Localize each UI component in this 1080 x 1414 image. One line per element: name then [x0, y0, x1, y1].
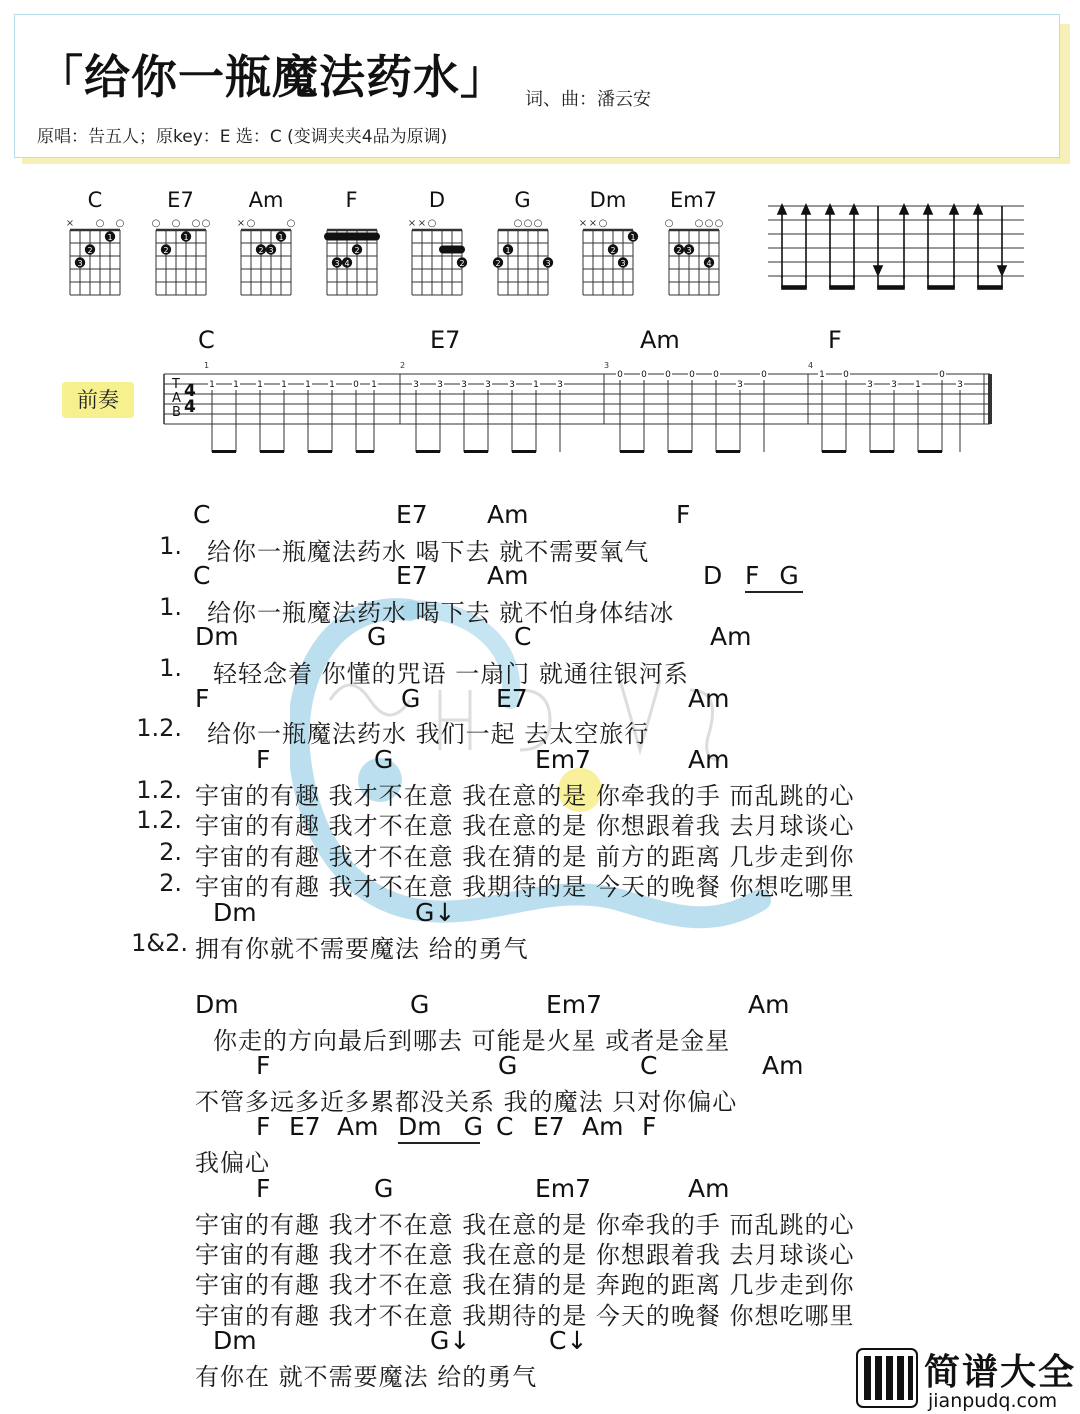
verse-number: 1.2.: [136, 806, 182, 834]
chord-label: E7: [289, 1112, 321, 1141]
chord-diagram: [60, 188, 130, 298]
chord-label: G: [779, 561, 799, 590]
intro-tab-staff: [160, 360, 996, 460]
chord-fretboard: [488, 214, 558, 296]
svg-text:○: ○: [191, 218, 200, 229]
svg-text:2: 2: [87, 246, 93, 255]
chord-label: G: [401, 684, 421, 713]
svg-text:1: 1: [915, 380, 921, 390]
svg-text:○: ○: [704, 218, 713, 229]
tab-letter-b: B: [172, 405, 181, 420]
svg-text:3: 3: [737, 380, 743, 390]
chord-diagram-row: [60, 188, 760, 298]
chord-label: E7: [396, 561, 428, 590]
svg-text:○: ○: [664, 218, 673, 229]
lyric-line: 我偏心: [195, 1149, 270, 1177]
chord-label: Am: [688, 1174, 730, 1203]
verse-number: 2.: [159, 838, 182, 866]
chord-diagram: [402, 188, 472, 298]
lyric-line: 宇宙的有趣 我才不在意 我在意的是 你牵我的手 而乱跳的心: [195, 782, 855, 810]
measure-number: 1: [204, 361, 210, 370]
lyric-line: 宇宙的有趣 我才不在意 我在猜的是 奔跑的距离 几步走到你: [195, 1271, 855, 1299]
chord-diagram-name: C: [87, 188, 103, 212]
svg-text:1: 1: [305, 380, 311, 390]
svg-text:×: ×: [236, 218, 246, 229]
chord-label: Am: [582, 1112, 624, 1141]
svg-text:○: ○: [694, 218, 703, 229]
svg-text:×: ×: [65, 218, 75, 229]
chord-label: E7: [533, 1112, 565, 1141]
chord-diagram: [146, 188, 216, 298]
lyric-line: 宇宙的有趣 我才不在意 我在猜的是 前方的距离 几步走到你: [195, 843, 855, 871]
svg-text:3: 3: [77, 259, 83, 268]
chord-label: C: [514, 622, 532, 651]
svg-text:3: 3: [461, 380, 467, 390]
chord-label: F: [642, 1112, 657, 1141]
chord-fretboard: [659, 214, 729, 296]
chord-label: C↓: [549, 1326, 588, 1355]
chord-label: E7: [496, 684, 528, 713]
chord-label: C: [193, 500, 211, 529]
chord-diagram: [488, 188, 558, 298]
chord-label: Am: [688, 745, 730, 774]
svg-text:○: ○: [714, 218, 723, 229]
svg-text:1: 1: [533, 380, 539, 390]
verse-number: 1&2.: [131, 929, 188, 957]
svg-text:1: 1: [257, 380, 263, 390]
logo-text: 简谱大全: [924, 1352, 1077, 1393]
svg-text:0: 0: [353, 380, 359, 390]
chord-label: F: [745, 561, 760, 590]
chord-label: F: [676, 500, 691, 529]
site-logo: [856, 1344, 1080, 1414]
chord-fretboard: [146, 214, 216, 296]
chord-label: F: [256, 745, 271, 774]
lyric-line: 轻轻念着 你懂的咒语 一扇门 就通往银河系: [213, 660, 689, 688]
svg-text:3: 3: [485, 380, 491, 390]
svg-text:3: 3: [509, 380, 515, 390]
verse-number: 1.: [159, 654, 182, 682]
chord-label: Em7: [535, 745, 592, 774]
chord-label: Am: [748, 990, 790, 1019]
song-meta: 原唱：告五人；原key：E 选：C (变调夹夹4品为原调): [37, 127, 448, 147]
svg-text:3: 3: [867, 380, 873, 390]
svg-text:3: 3: [620, 259, 626, 268]
tab-letter-t: T: [172, 377, 180, 392]
song-title: 「给你一瓶魔法药水」: [37, 50, 507, 104]
piano-keys-icon: [856, 1348, 918, 1408]
lyric-line: 给你一瓶魔法药水 喝下去 就不怕身体结冰: [207, 599, 675, 627]
chord-diagram-name: Dm: [589, 188, 627, 212]
chord-label: Dm: [213, 1326, 257, 1355]
svg-text:1: 1: [281, 380, 287, 390]
svg-text:○: ○: [151, 218, 160, 229]
intro-label: 前奏: [62, 382, 134, 418]
chord-diagram-name: Am: [248, 188, 284, 212]
svg-text:3: 3: [333, 259, 340, 268]
svg-text:2: 2: [675, 246, 682, 255]
svg-text:×: ×: [588, 218, 598, 229]
chord-label: C: [640, 1051, 658, 1080]
time-signature-bottom: 4: [184, 397, 196, 417]
svg-text:3: 3: [413, 380, 419, 390]
svg-text:2: 2: [494, 259, 501, 268]
chord-label: Am: [487, 500, 529, 529]
svg-text:○: ○: [171, 218, 180, 229]
svg-text:0: 0: [761, 370, 767, 380]
chord-diagram-name: D: [428, 188, 446, 212]
svg-text:0: 0: [641, 370, 647, 380]
measure-number: 4: [808, 361, 814, 370]
svg-text:1: 1: [630, 233, 636, 242]
lyric-line: 宇宙的有趣 我才不在意 我期待的是 今天的晚餐 你想吃哪里: [195, 873, 855, 901]
svg-text:○: ○: [523, 218, 532, 229]
svg-text:2: 2: [459, 259, 465, 268]
chord-fretboard: [573, 214, 643, 296]
svg-text:○: ○: [201, 218, 210, 229]
chord-label: C: [496, 1112, 514, 1141]
chord-label: F: [256, 1112, 271, 1141]
svg-text:○: ○: [95, 218, 105, 229]
svg-text:0: 0: [665, 370, 671, 380]
svg-text:2: 2: [353, 246, 360, 255]
chord-label: Dm: [398, 1112, 442, 1141]
svg-text:4: 4: [705, 259, 712, 268]
chord-label: Am: [710, 622, 752, 651]
chord-label: F: [256, 1174, 271, 1203]
chord-fretboard: [231, 214, 301, 296]
svg-text:○: ○: [598, 218, 608, 229]
lyric-line: 给你一瓶魔法药水 我们一起 去太空旅行: [207, 720, 650, 748]
chord-label: G: [374, 745, 394, 774]
chord-label: G: [463, 1112, 483, 1141]
svg-text:1: 1: [209, 380, 215, 390]
chord-fretboard: [317, 214, 387, 296]
lyric-line: 给你一瓶魔法药水 喝下去 就不需要氧气: [207, 538, 650, 566]
svg-text:1: 1: [233, 380, 239, 390]
chord-label: C: [193, 561, 211, 590]
chord-label: D: [703, 561, 723, 590]
svg-text:1: 1: [504, 246, 511, 255]
svg-text:3: 3: [544, 259, 551, 268]
svg-text:0: 0: [939, 370, 945, 380]
svg-text:○: ○: [427, 218, 437, 229]
chord-diagram-name: Em7: [669, 188, 718, 212]
svg-text:1: 1: [371, 380, 377, 390]
lyric-line: 有你在 就不需要魔法 给的勇气: [195, 1363, 538, 1391]
svg-text:0: 0: [617, 370, 623, 380]
svg-text:3: 3: [268, 246, 274, 255]
chord-diagram: [659, 188, 729, 298]
intro-chord: F: [828, 326, 842, 354]
intro-chord: E7: [430, 326, 461, 354]
svg-text:1: 1: [278, 233, 284, 242]
svg-text:2: 2: [258, 246, 264, 255]
svg-text:○: ○: [115, 218, 125, 229]
tab-letter-a: A: [172, 391, 181, 406]
lyric-line: 宇宙的有趣 我才不在意 我期待的是 今天的晚餐 你想吃哪里: [195, 1302, 855, 1330]
svg-text:0: 0: [843, 370, 849, 380]
svg-text:3: 3: [437, 380, 443, 390]
chord-label: Em7: [535, 1174, 592, 1203]
lyric-line: 宇宙的有趣 我才不在意 我在意的是 你牵我的手 而乱跳的心: [195, 1211, 855, 1239]
chord-label: F: [195, 684, 210, 713]
svg-text:1: 1: [329, 380, 335, 390]
chord-label: G: [410, 990, 430, 1019]
time-signature-top: 4: [184, 381, 196, 401]
chord-diagram: [573, 188, 643, 298]
svg-text:○: ○: [286, 218, 296, 229]
intro-chord: C: [198, 326, 215, 354]
svg-text:○: ○: [513, 218, 522, 229]
svg-text:×: ×: [578, 218, 588, 229]
lyric-line: 你走的方向最后到哪去 可能是火星 或者是金星: [213, 1027, 731, 1055]
svg-text:1: 1: [819, 370, 825, 380]
chord-label: Am: [762, 1051, 804, 1080]
verse-number: 1.: [159, 593, 182, 621]
chord-group-underlined: [745, 561, 803, 593]
lyric-line: 宇宙的有趣 我才不在意 我在意的是 你想跟着我 去月球谈心: [195, 812, 855, 840]
svg-text:2: 2: [162, 246, 169, 255]
chord-label: G: [498, 1051, 518, 1080]
chord-label: E7: [396, 500, 428, 529]
svg-text:○: ○: [246, 218, 256, 229]
logo-url: jianpudq.com: [928, 1390, 1058, 1412]
chord-label: Am: [688, 684, 730, 713]
chord-label: G: [367, 622, 387, 651]
svg-text:1: 1: [107, 233, 113, 242]
chord-label: G↓: [415, 898, 456, 927]
chord-label: Em7: [546, 990, 603, 1019]
svg-text:1: 1: [182, 233, 189, 242]
svg-text:3: 3: [957, 380, 963, 390]
svg-text:0: 0: [713, 370, 719, 380]
chord-fretboard: [402, 214, 472, 296]
measure-number: 3: [604, 361, 610, 370]
svg-text:3: 3: [891, 380, 897, 390]
verse-number: 1.2.: [136, 776, 182, 804]
svg-text:2: 2: [610, 246, 616, 255]
chord-label: F: [256, 1051, 271, 1080]
chord-label: Dm: [195, 622, 239, 651]
chord-diagram-name: E7: [167, 188, 194, 212]
svg-text:3: 3: [557, 380, 563, 390]
verse-number: 2.: [159, 869, 182, 897]
lyric-line: 宇宙的有趣 我才不在意 我在意的是 你想跟着我 去月球谈心: [195, 1241, 855, 1269]
intro-chord: Am: [640, 326, 680, 354]
svg-text:4: 4: [343, 259, 350, 268]
chord-label: G: [374, 1174, 394, 1203]
chord-label: Am: [487, 561, 529, 590]
chord-group-underlined: [398, 1112, 483, 1144]
chord-label: Dm: [195, 990, 239, 1019]
svg-text:3: 3: [685, 246, 692, 255]
chord-diagram-name: G: [514, 188, 531, 212]
chord-diagram: [317, 188, 387, 298]
svg-text:×: ×: [417, 218, 427, 229]
header-card: [14, 14, 1060, 158]
verse-number: 1.: [159, 532, 182, 560]
chord-fretboard: [60, 214, 130, 296]
svg-text:×: ×: [407, 218, 417, 229]
lyric-line: 不管多远多近多累都没关系 我的魔法 只对你偏心: [195, 1088, 738, 1116]
svg-text:○: ○: [533, 218, 542, 229]
song-credit: 词、曲：潘云安: [525, 89, 651, 110]
chord-label: Dm: [213, 898, 257, 927]
chord-diagram-name: F: [345, 188, 358, 212]
measure-number: 2: [400, 361, 406, 370]
chord-label: Am: [337, 1112, 379, 1141]
chord-diagram: [231, 188, 301, 298]
verse-number: 1.2.: [136, 714, 182, 742]
lyric-line: 拥有你就不需要魔法 给的勇气: [195, 935, 529, 963]
chord-label: G↓: [430, 1326, 471, 1355]
strum-pattern: [768, 196, 1024, 292]
svg-text:0: 0: [689, 370, 695, 380]
